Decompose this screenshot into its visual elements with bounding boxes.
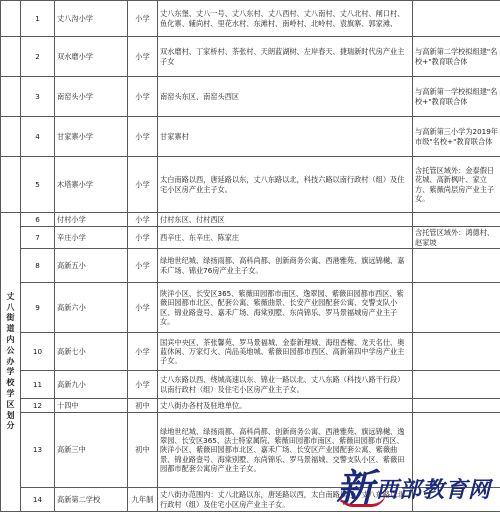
school-type: 小学 (128, 37, 158, 77)
row-number: 3 (21, 77, 55, 117)
enrollment-area: 绿地世纪城、绿扬雨都、高科尚都、创新商务公寓、西港雅苑、旗远锦樾、逸翠园、长安区365、法士特家属院、紫薇田园都市南区、紫薇田园都市西区、陕洋小区、紫薇田园都市北区、嘉禾广场、长安区产业园配套公寓、紫薇曲景、锦业路壹号、海棠别墅、东尚锦乐、罗马景福城、交警支队小区、紫薇田园都市配套公寓房产业主子女。 (158, 413, 413, 488)
row-number: 14 (21, 488, 55, 512)
school-type: 小学 (128, 227, 158, 249)
enrollment-area: 陕洋小区、长安区365、紫薇田园都市南区、逸翠园、紫薇田园都市西区、紫薇田园都市北区、配套公寓、紫薇曲景、长安产业园配套公寓、交警支队小区、锦业路壹号、嘉禾广场、海棠别墅、东尚锦乐、罗马景福城房产业主子女。 (158, 283, 413, 333)
row-note (413, 371, 500, 399)
school-type: 小学 (128, 1, 158, 37)
school-type: 小学 (128, 77, 158, 117)
table-row (1, 213, 500, 227)
school-type: 初中 (128, 399, 158, 413)
row-note (413, 1, 500, 37)
enrollment-area: 南窑头东区、南窑头西区 (158, 77, 413, 117)
row-note: 与高新第一学校拟组建"名校+"教育联合体 (413, 77, 500, 117)
school-name: 高新三中 (55, 413, 128, 488)
subdistrict-label: 丈八街道内公办学校学区划分 (1, 213, 21, 512)
row-number: 12 (21, 399, 55, 413)
school-name: 南窑头小学 (55, 77, 128, 117)
row-note (413, 283, 500, 333)
school-type: 初中 (128, 413, 158, 488)
school-name: 付村小学 (55, 213, 128, 227)
school-name: 辛庄小学 (55, 227, 128, 249)
school-name: 丈八沟小学 (55, 1, 128, 37)
blank-cell (1, 77, 21, 117)
row-note (413, 333, 500, 371)
school-name: 高新七小 (55, 333, 128, 371)
row-note: 与高新第三小学为2019年市级"名校+"教育联合体 (413, 117, 500, 157)
row-note: 含托管区域外：鸿德村、赵家坡 (413, 227, 500, 249)
school-name: 高新九小 (55, 371, 128, 399)
school-type: 小学 (128, 117, 158, 157)
enrollment-area: 付村东区、付村西区 (158, 213, 413, 227)
school-type: 小学 (128, 249, 158, 283)
school-type: 小学 (128, 157, 158, 213)
blank-cell (1, 37, 21, 77)
table-row (1, 1, 500, 37)
row-number: 10 (21, 333, 55, 371)
row-number: 7 (21, 227, 55, 249)
row-number: 13 (21, 413, 55, 488)
table-row (1, 249, 500, 283)
school-name: 甘家寨小学 (55, 117, 128, 157)
table-row (1, 227, 500, 249)
table-row (1, 333, 500, 371)
table-row (1, 371, 500, 399)
school-name: 十四中 (55, 399, 128, 413)
watermark-mark: 新 (336, 469, 374, 507)
school-name: 高新五小 (55, 249, 128, 283)
school-type: 小学 (128, 283, 158, 333)
enrollment-area: 丈八街办各村及驻地单位。 (158, 399, 413, 413)
school-name: 高新六小 (55, 283, 128, 333)
table-row (1, 77, 500, 117)
table-row (1, 37, 500, 77)
school-name: 双水磨小学 (55, 37, 128, 77)
school-type: 九年制 (128, 488, 158, 512)
row-note (413, 249, 500, 283)
school-name: 木塔寨小学 (55, 157, 128, 213)
enrollment-area: 甘家寨村 (158, 117, 413, 157)
school-type: 小学 (128, 333, 158, 371)
row-number: 11 (21, 371, 55, 399)
row-number: 1 (21, 1, 55, 37)
enrollment-area: 丈八街办范围内：丈八北路以东，唐延路以西，太白南路以西，丈八东路以北行政村（组）及住宅小区房产业主子女。 (158, 488, 413, 512)
enrollment-area: 西辛庄、东辛庄、陈家庄 (158, 227, 413, 249)
row-note: 与高新第二学校拟组建"名校+"教育联合体 (413, 37, 500, 77)
watermark-text: 西部教育网 (376, 473, 491, 504)
enrollment-area: 丈八东堡、丈八一号、丈八东村、丈八西村、丈八南村、丈八北村、闸口村、鱼化寨、辅尚村、里花水村、东滩村、南岭村、北岭村、袁旗寨、郭家滩、 (158, 1, 413, 37)
enrollment-area: 国宾中央区、茶张馨苑、罗马景福城、金泰新理城、海纽香榭、龙天名仕、奥蓝休闲、万家灯火、尚品美地城、紫薇田园都市西区、高新第四中学房产业主子女。 (158, 333, 413, 371)
enrollment-area: 绿地世纪城、绿扬雨都、高科尚都、创新商务公寓、西港雅苑、旗远锦樾、嘉禾广场、锦业76房产业主子女。 (158, 249, 413, 283)
row-note (413, 213, 500, 227)
enrollment-area: 丈八东路以西、绕城高速以东、锦业一路以北、丈八东路（科技八路干行段）以南行政村（组）及住宅小区房产业主子女。 (158, 371, 413, 399)
blank-cell (1, 117, 21, 157)
row-number: 8 (21, 249, 55, 283)
school-type: 小学 (128, 371, 158, 399)
row-number: 4 (21, 117, 55, 157)
row-number: 5 (21, 157, 55, 213)
table-row (1, 157, 500, 213)
blank-cell (1, 1, 21, 37)
table-row (1, 283, 500, 333)
enrollment-area: 太白南路以西，唐延路以东，丈八东路以北，科技六路以南行政村（组）及住宅小区房产业主子女。 (158, 157, 413, 213)
table-row (1, 399, 500, 413)
row-note (413, 399, 500, 413)
table-row (1, 117, 500, 157)
watermark-logo (336, 465, 496, 511)
row-number: 9 (21, 283, 55, 333)
row-number: 6 (21, 213, 55, 227)
row-note: 含托管区域外：金泰假日花城、高新枫叶、家立方、紫薇尚层房产业主子女。 (413, 157, 500, 213)
row-number: 2 (21, 37, 55, 77)
swoosh-icon (338, 492, 386, 507)
enrollment-area: 双水磨村、丁家桥村、茶张村、天朗蓝湖树、左岸春天、捷瑞新时代房产业主子女 (158, 37, 413, 77)
blank-cell (1, 157, 21, 213)
school-name: 高新第二学校 (55, 488, 128, 512)
school-type: 小学 (128, 213, 158, 227)
